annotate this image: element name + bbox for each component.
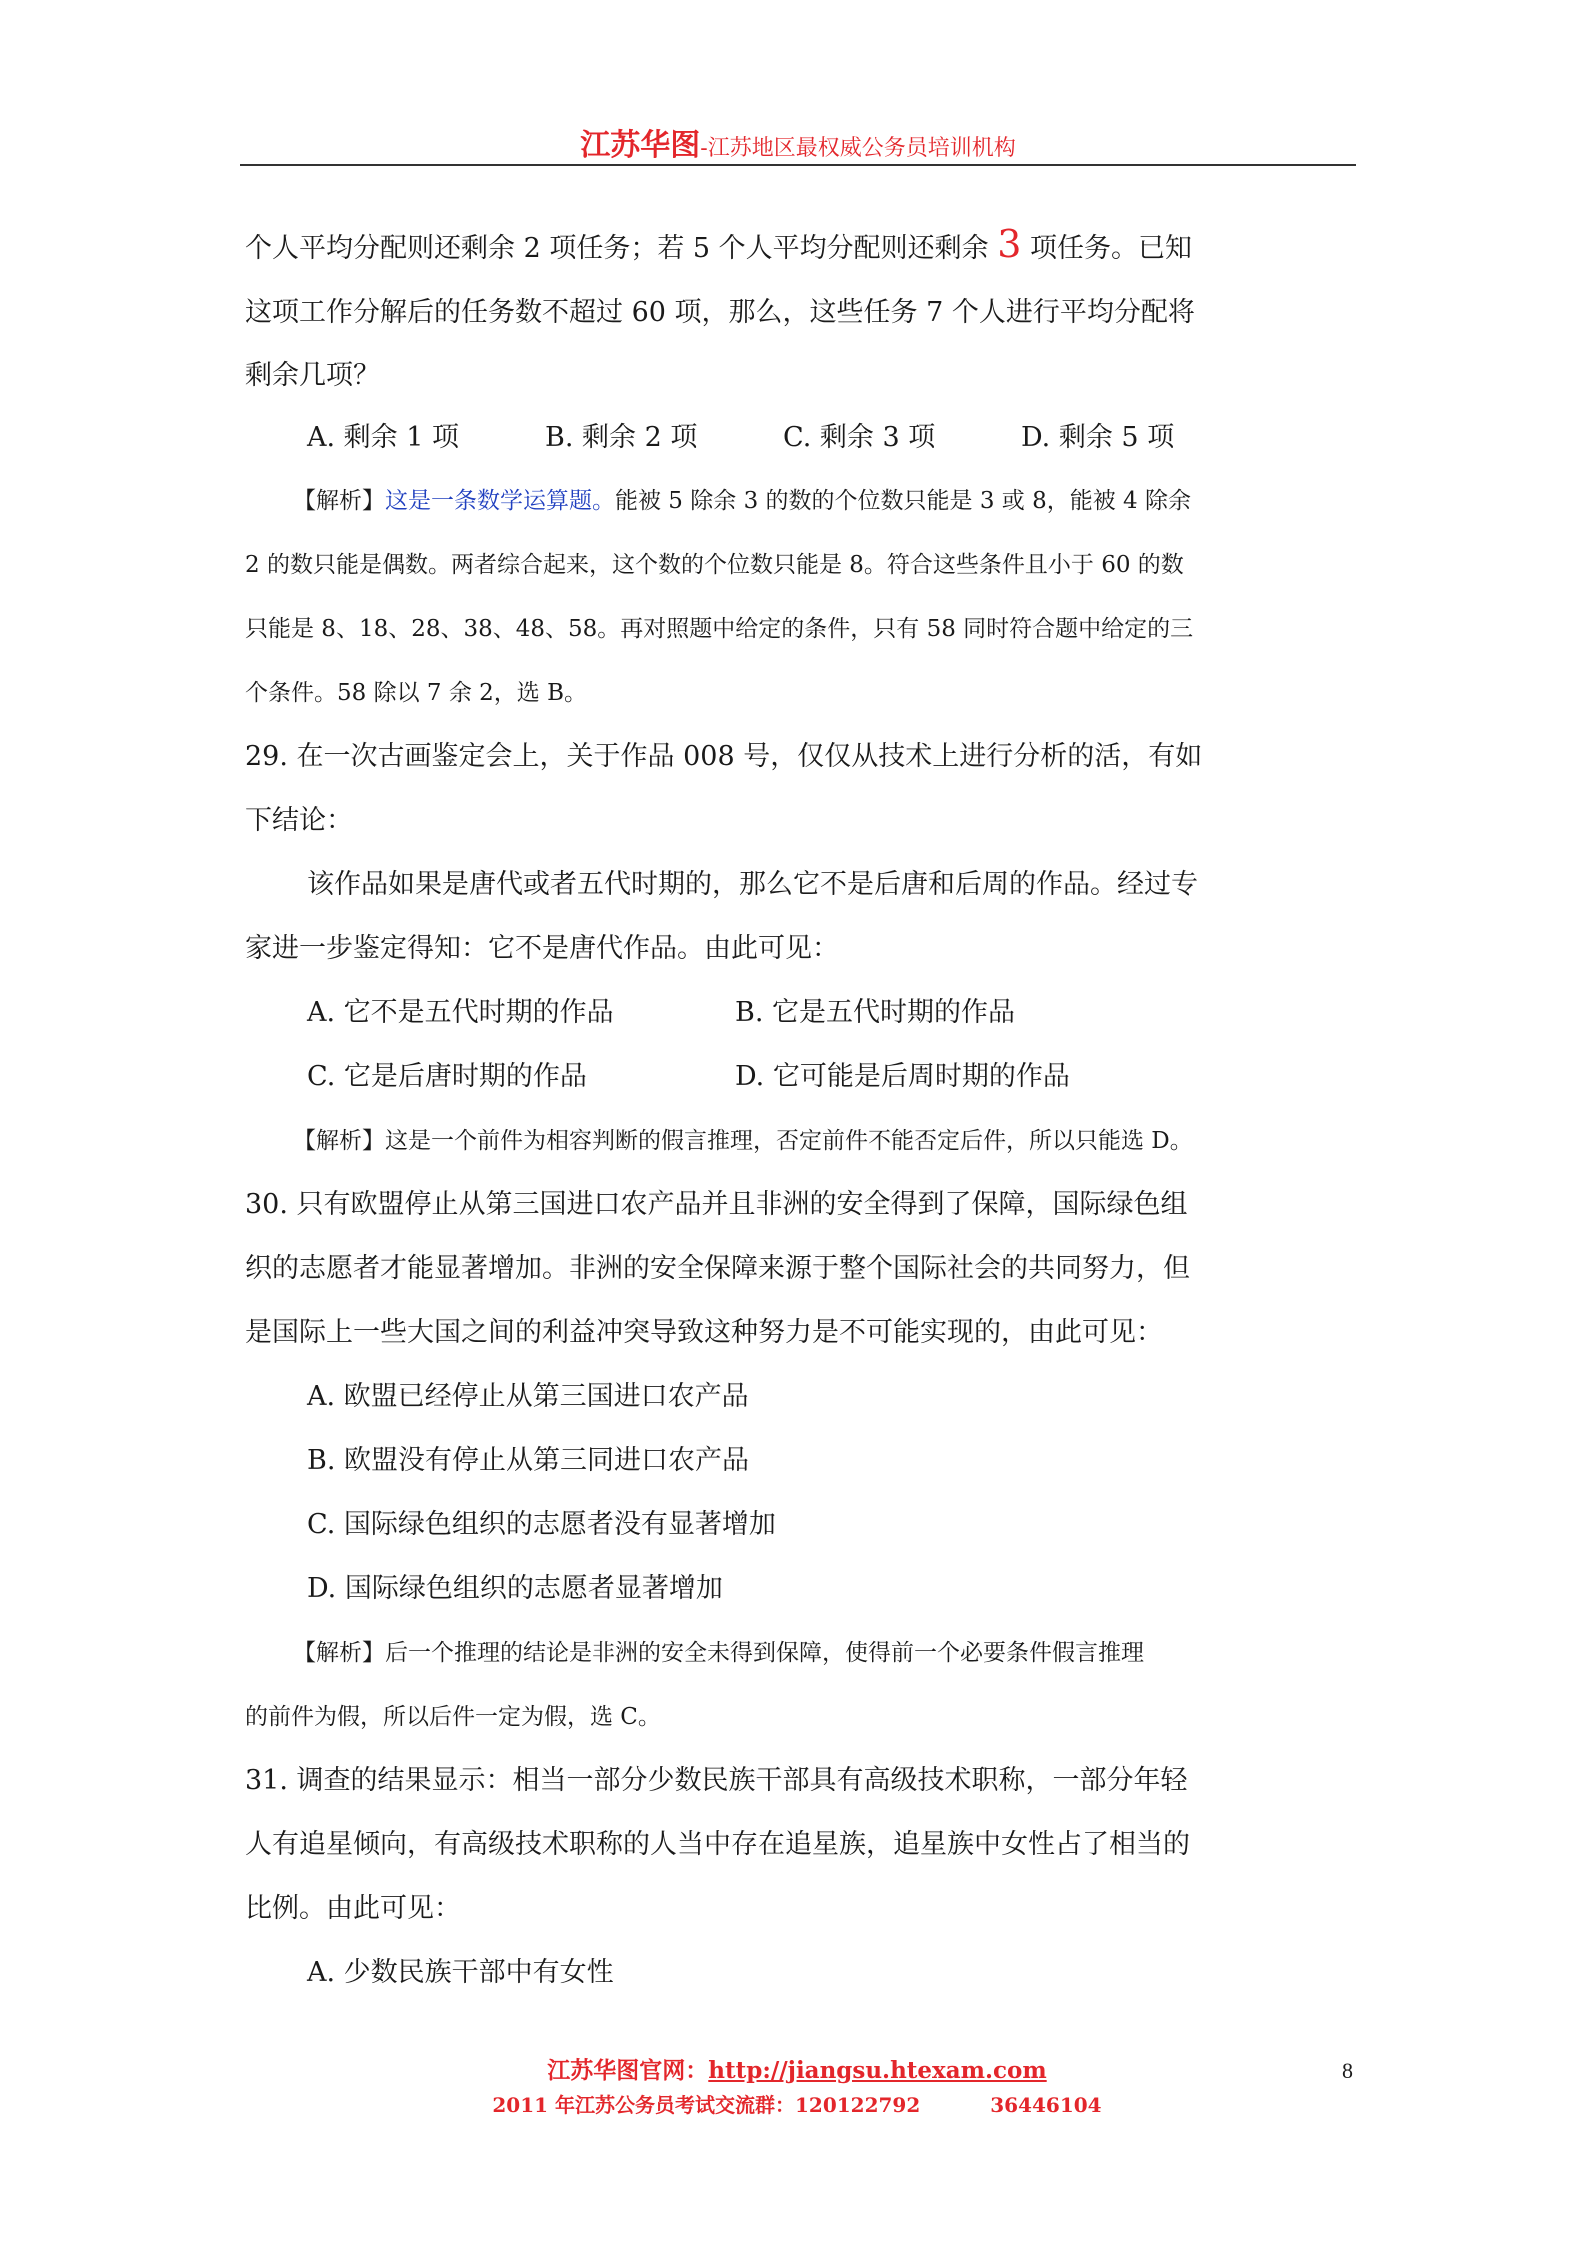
document-body — [245, 212, 1355, 2005]
option-b: B. 剩余 2 项 — [545, 422, 698, 453]
text-run: 个人平均分配则还剩余 2 项任务；若 5 个人平均分配则还剩余 — [245, 233, 998, 264]
q29-options-row — [245, 981, 1355, 1045]
q29-line: 下结论： — [245, 805, 353, 836]
analysis-label: 【解析】 — [293, 488, 385, 514]
header-brand: 江苏华图 — [580, 128, 701, 163]
page-footer — [0, 2054, 1594, 2122]
highlight-number: 3 — [997, 222, 1022, 266]
footer-site — [0, 2054, 1594, 2088]
q30-line: 是国际上一些大国之间的利益冲突导致这种努力是不可能实现的，由此可见： — [245, 1317, 1163, 1348]
text-run: 后一个推理的结论是非洲的安全未得到保障，使得前一个必要条件假言推理 — [385, 1640, 1144, 1666]
page-number: 8 — [1342, 2058, 1353, 2083]
text-run: 能被 5 除余 3 的数的个位数只能是 3 或 8，能被 4 除余 — [615, 488, 1191, 514]
header-divider — [240, 164, 1356, 166]
q28-analysis-line: 个条件。58 除以 7 余 2，选 B。 — [245, 680, 587, 706]
q29-line: 29. 在一次古画鉴定会上，关于作品 008 号，仅仅从技术上进行分析的活，有如 — [245, 741, 1203, 772]
q28-analysis-line: 2 的数只能是偶数。两者综合起来，这个数的个位数只能是 8。符合这些条件且小于 60 的数 — [245, 552, 1184, 578]
option-b: B. 它是五代时期的作品 — [735, 997, 1016, 1028]
option-d: D. 剩余 5 项 — [1021, 422, 1175, 453]
text-run: 这是一个前件为相容判断的假言推理，否定前件不能否定后件，所以只能选 D。 — [385, 1128, 1193, 1154]
option-a: A. 欧盟已经停止从第三国进口农产品 — [307, 1381, 749, 1412]
option-b: B. 欧盟没有停止从第三同进口农产品 — [307, 1445, 750, 1476]
option-a: A. 少数民族干部中有女性 — [307, 1957, 614, 1988]
option-a: A. 它不是五代时期的作品 — [307, 997, 614, 1028]
q31-line: 人有追星倾向，有高级技术职称的人当中存在追星族，追星族中女性占了相当的 — [245, 1829, 1190, 1860]
analysis-highlight: 这是一条数学运算题。 — [385, 488, 615, 514]
option-c: C. 它是后唐时期的作品 — [307, 1061, 587, 1092]
q29-analysis — [245, 1109, 1355, 1173]
analysis-label: 【解析】 — [293, 1128, 385, 1154]
footer-group-label: 2011 年江苏公务员考试交流群：120122792 — [492, 2093, 921, 2117]
q30-line: 织的志愿者才能显著增加。非洲的安全保障来源于整个国际社会的共同努力，但 — [245, 1253, 1190, 1284]
q28-options — [245, 407, 1355, 469]
q28-line: 剩余几项？ — [245, 360, 380, 391]
q28-line — [245, 212, 1355, 281]
text-run: 项任务。已知 — [1021, 233, 1193, 264]
q29-options-row — [245, 1045, 1355, 1109]
option-a: A. 剩余 1 项 — [307, 422, 460, 453]
page-header — [240, 118, 1356, 178]
q31-line: 31. 调查的结果显示：相当一部分少数民族干部具有高级技术职称，一部分年轻 — [245, 1765, 1188, 1796]
analysis-label: 【解析】 — [293, 1640, 385, 1666]
footer-group — [0, 2088, 1594, 2122]
option-d: D. 它可能是后周时期的作品 — [735, 1061, 1070, 1092]
q28-analysis — [245, 469, 1355, 533]
footer-site-label: 江苏华图官网： — [547, 2057, 709, 2084]
q29-line: 该作品如果是唐代或者五代时期的，那么它不是后唐和后周的作品。经过专 — [307, 869, 1198, 900]
q28-analysis-line: 只能是 8、18、28、38、48、58。再对照题中给定的条件，只有 58 同时符合题中给定的三 — [245, 616, 1194, 642]
option-c: C. 剩余 3 项 — [783, 422, 936, 453]
option-d: D. 国际绿色组织的志愿者显著增加 — [307, 1573, 723, 1604]
q29-line: 家进一步鉴定得知：它不是唐代作品。由此可见： — [245, 933, 839, 964]
q31-line: 比例。由此可见： — [245, 1893, 461, 1924]
footer-group-2: 36446104 — [990, 2093, 1102, 2117]
q30-analysis-line: 的前件为假，所以后件一定为假，选 C。 — [245, 1704, 661, 1730]
q30-analysis — [245, 1621, 1355, 1685]
option-c: C. 国际绿色组织的志愿者没有显著增加 — [307, 1509, 776, 1540]
footer-site-link[interactable]: http://jiangsu.htexam.com — [708, 2057, 1047, 2084]
q30-line: 30. 只有欧盟停止从第三国进口农产品并且非洲的安全得到了保障，国际绿色组 — [245, 1189, 1188, 1220]
q28-line: 这项工作分解后的任务数不超过 60 项，那么，这些任务 7 个人进行平均分配将 — [245, 297, 1195, 328]
header-tagline: -江苏地区最权威公务员培训机构 — [700, 136, 1016, 161]
